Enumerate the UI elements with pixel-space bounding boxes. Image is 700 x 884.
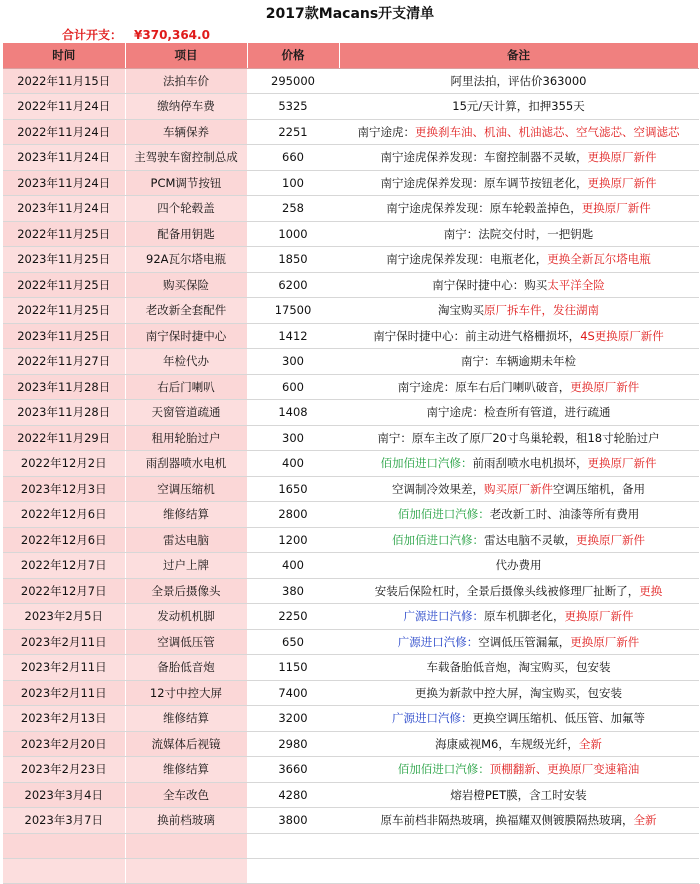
note-segment: 熔岩橙PET膜，含工时安装 bbox=[450, 787, 587, 802]
table-row bbox=[3, 119, 698, 145]
cell-date[interactable]: 2023年11月24日 bbox=[3, 196, 125, 222]
cell-price[interactable]: 3660 bbox=[247, 757, 339, 783]
cell-item[interactable]: 全景后摄像头 bbox=[125, 578, 247, 604]
table-row bbox=[3, 604, 698, 630]
note-segment: 车载备胎低音炮，淘宝购买，包安装 bbox=[426, 660, 611, 675]
cell-price[interactable]: 2250 bbox=[247, 604, 339, 630]
empty-cell[interactable] bbox=[3, 858, 125, 883]
note-segment: 南宁途虎保养发现：车窗控制器不灵敏， bbox=[380, 150, 588, 165]
cell-date[interactable]: 2022年12月6日 bbox=[3, 527, 125, 553]
expense-table bbox=[3, 43, 699, 884]
cell-item[interactable]: 发动机机脚 bbox=[125, 604, 247, 630]
page-title: 2017款Macans开支清单 bbox=[265, 6, 435, 22]
cell-note[interactable] bbox=[339, 196, 698, 222]
cell-date[interactable]: 2023年2月11日 bbox=[3, 680, 125, 706]
cell-price[interactable]: 4280 bbox=[247, 782, 339, 808]
note-segment: 太平洋全险 bbox=[547, 277, 605, 292]
note-segment: 更换原厂新件 bbox=[581, 201, 651, 216]
empty-cell[interactable] bbox=[339, 833, 698, 858]
empty-cell[interactable] bbox=[339, 858, 698, 883]
header-note[interactable]: 备注 bbox=[339, 43, 698, 68]
cell-item[interactable]: 12寸中控大屏 bbox=[125, 680, 247, 706]
note-segment: 南宁途虎保养发现：原车轮毂盖掉色， bbox=[386, 201, 582, 216]
note-segment: 安装后保险杠时，全景后摄像头线被修理厂扯断了， bbox=[374, 583, 640, 598]
note-segment: 南宁途虎保养发现：原车调节按钮老化， bbox=[380, 175, 588, 190]
cell-price[interactable]: 2251 bbox=[247, 119, 339, 145]
cell-item[interactable]: 过户上牌 bbox=[125, 553, 247, 579]
cell-date[interactable]: 2023年11月25日 bbox=[3, 323, 125, 349]
cell-price[interactable]: 17500 bbox=[247, 298, 339, 324]
cell-note[interactable] bbox=[339, 221, 698, 247]
cell-item[interactable]: 备胎低音炮 bbox=[125, 655, 247, 681]
cell-date[interactable]: 2022年11月25日 bbox=[3, 272, 125, 298]
cell-date[interactable]: 2023年11月28日 bbox=[3, 374, 125, 400]
note-segment: 更换原厂新件 bbox=[570, 379, 640, 394]
cell-item[interactable]: 天窗管道疏通 bbox=[125, 400, 247, 426]
empty-cell[interactable] bbox=[125, 858, 247, 883]
cell-item[interactable]: 年检代办 bbox=[125, 349, 247, 375]
cell-note[interactable] bbox=[339, 655, 698, 681]
table-row bbox=[3, 374, 698, 400]
cell-note[interactable] bbox=[339, 553, 698, 579]
cell-note[interactable] bbox=[339, 527, 698, 553]
table-row bbox=[3, 757, 698, 783]
cell-item[interactable]: 右后门喇叭 bbox=[125, 374, 247, 400]
note-segment: 佰加佰进口汽修： bbox=[397, 507, 490, 522]
header-price[interactable]: 价格 bbox=[247, 43, 339, 68]
cell-price[interactable]: 3200 bbox=[247, 706, 339, 732]
cell-note[interactable] bbox=[339, 400, 698, 426]
cell-item[interactable]: 配备用钥匙 bbox=[125, 221, 247, 247]
table-row bbox=[3, 808, 698, 834]
cell-date[interactable]: 2023年2月11日 bbox=[3, 629, 125, 655]
cell-note[interactable] bbox=[339, 680, 698, 706]
note-segment: 更换为新款中控大屏，淘宝购买，包安装 bbox=[415, 685, 622, 700]
cell-note[interactable] bbox=[339, 272, 698, 298]
cell-note[interactable] bbox=[339, 578, 698, 604]
cell-item[interactable]: 换前档玻璃 bbox=[125, 808, 247, 834]
cell-item[interactable]: 老改新全套配件 bbox=[125, 298, 247, 324]
note-segment: 雷达电脑不灵敏， bbox=[484, 532, 576, 547]
header-item[interactable]: 项目 bbox=[125, 43, 247, 68]
cell-price[interactable]: 1150 bbox=[247, 655, 339, 681]
note-segment: 佰加佰进口汽修： bbox=[392, 532, 484, 547]
cell-date[interactable]: 2023年11月24日 bbox=[3, 145, 125, 171]
cell-item[interactable]: 流媒体后视镜 bbox=[125, 731, 247, 757]
note-segment: 阿里法拍，评估价363000 bbox=[450, 73, 587, 88]
cell-note[interactable] bbox=[339, 782, 698, 808]
cell-item[interactable]: 租用轮胎过户 bbox=[125, 425, 247, 451]
table-row bbox=[3, 476, 698, 502]
note-segment: 更换 bbox=[639, 583, 663, 598]
cell-price[interactable]: 400 bbox=[247, 451, 339, 477]
cell-note[interactable] bbox=[339, 349, 698, 375]
note-segment: 空调低压管漏氟， bbox=[478, 634, 571, 649]
note-segment: 佰加佰进口汽修： bbox=[397, 762, 490, 777]
cell-note[interactable] bbox=[339, 476, 698, 502]
note-segment: 全新 bbox=[578, 736, 602, 751]
cell-item[interactable]: PCM调节按钮 bbox=[125, 170, 247, 196]
cell-date[interactable]: 2023年12月3日 bbox=[3, 476, 125, 502]
cell-item[interactable]: 缴纳停车费 bbox=[125, 94, 247, 120]
table-row bbox=[3, 400, 698, 426]
note-segment: 南宁：车辆逾期未年检 bbox=[461, 354, 576, 369]
cell-item[interactable]: 车辆保养 bbox=[125, 119, 247, 145]
table-row bbox=[3, 94, 698, 120]
cell-date[interactable]: 2023年11月28日 bbox=[3, 400, 125, 426]
note-segment: 代办费用 bbox=[495, 558, 542, 573]
cell-date[interactable]: 2022年11月15日 bbox=[3, 68, 125, 94]
table-row bbox=[3, 782, 698, 808]
table-row bbox=[3, 451, 698, 477]
cell-note[interactable] bbox=[339, 425, 698, 451]
table-row bbox=[3, 323, 698, 349]
cell-note[interactable] bbox=[339, 145, 698, 171]
total-summary bbox=[62, 26, 210, 44]
cell-date[interactable]: 2022年11月29日 bbox=[3, 425, 125, 451]
note-segment: 原车机脚老化， bbox=[484, 609, 565, 624]
empty-row bbox=[3, 833, 698, 858]
cell-note[interactable] bbox=[339, 706, 698, 732]
table-row bbox=[3, 680, 698, 706]
cell-price[interactable]: 258 bbox=[247, 196, 339, 222]
note-segment: 南宁：法院交付时，一把钥匙 bbox=[443, 226, 594, 241]
table-row bbox=[3, 629, 698, 655]
cell-date[interactable]: 2022年11月25日 bbox=[3, 221, 125, 247]
empty-cell[interactable] bbox=[3, 833, 125, 858]
cell-price[interactable]: 1408 bbox=[247, 400, 339, 426]
cell-price[interactable]: 3800 bbox=[247, 808, 339, 834]
note-segment: 全新 bbox=[633, 813, 657, 828]
cell-price[interactable]: 6200 bbox=[247, 272, 339, 298]
table-row bbox=[3, 298, 698, 324]
table-body bbox=[3, 68, 698, 883]
cell-price[interactable]: 100 bbox=[247, 170, 339, 196]
cell-item[interactable]: 雷达电脑 bbox=[125, 527, 247, 553]
empty-cell[interactable] bbox=[247, 833, 339, 858]
cell-item[interactable]: 四个轮毂盖 bbox=[125, 196, 247, 222]
note-segment: 4S更换原厂新件 bbox=[580, 328, 664, 343]
cell-date[interactable]: 2022年11月24日 bbox=[3, 119, 125, 145]
note-segment: 顶棚翻新、更换原厂变速箱油 bbox=[489, 762, 640, 777]
cell-item[interactable]: 雨刮器喷水电机 bbox=[125, 451, 247, 477]
note-segment: 更换原厂新件 bbox=[587, 175, 657, 190]
cell-date[interactable]: 2022年12月2日 bbox=[3, 451, 125, 477]
note-segment: 广源进口汽修： bbox=[392, 711, 473, 726]
cell-note[interactable] bbox=[339, 808, 698, 834]
note-segment: 购买原厂新件 bbox=[484, 481, 553, 496]
total-label: 合计开支： bbox=[62, 28, 123, 42]
cell-date[interactable]: 2022年11月24日 bbox=[3, 94, 125, 120]
note-segment: 原车前档非隔热玻璃，换福耀双侧镀膜隔热玻璃， bbox=[380, 813, 634, 828]
cell-price[interactable]: 1650 bbox=[247, 476, 339, 502]
cell-price[interactable]: 300 bbox=[247, 425, 339, 451]
cell-date[interactable]: 2023年2月20日 bbox=[3, 731, 125, 757]
cell-note[interactable] bbox=[339, 451, 698, 477]
note-segment: 更换原厂新件 bbox=[570, 634, 640, 649]
cell-note[interactable] bbox=[339, 757, 698, 783]
cell-price[interactable]: 7400 bbox=[247, 680, 339, 706]
note-segment: 南宁途虎保养发现：电瓶老化， bbox=[386, 252, 548, 267]
cell-item[interactable]: 法拍车价 bbox=[125, 68, 247, 94]
note-segment: 南宁保时捷中心：前主动进气格栅损坏， bbox=[373, 328, 581, 343]
cell-note[interactable] bbox=[339, 629, 698, 655]
cell-note[interactable] bbox=[339, 374, 698, 400]
note-segment: 更换原厂新件 bbox=[564, 609, 634, 624]
cell-date[interactable]: 2023年2月5日 bbox=[3, 604, 125, 630]
cell-price[interactable]: 660 bbox=[247, 145, 339, 171]
cell-item[interactable]: 购买保险 bbox=[125, 272, 247, 298]
table-row bbox=[3, 196, 698, 222]
cell-date[interactable]: 2023年2月11日 bbox=[3, 655, 125, 681]
cell-item[interactable]: 南宁保时捷中心 bbox=[125, 323, 247, 349]
cell-item[interactable]: 空调低压管 bbox=[125, 629, 247, 655]
note-segment: 南宁保时捷中心：购买 bbox=[432, 277, 548, 292]
cell-date[interactable]: 2023年2月23日 bbox=[3, 757, 125, 783]
cell-price[interactable]: 5325 bbox=[247, 94, 339, 120]
cell-item[interactable]: 维修结算 bbox=[125, 706, 247, 732]
note-segment: 更换原厂新件 bbox=[587, 456, 657, 471]
cell-date[interactable]: 2023年3月4日 bbox=[3, 782, 125, 808]
cell-note[interactable] bbox=[339, 119, 698, 145]
empty-cell[interactable] bbox=[247, 858, 339, 883]
cell-price[interactable]: 600 bbox=[247, 374, 339, 400]
note-segment: 前雨刮喷水电机损坏， bbox=[472, 456, 588, 471]
table-row bbox=[3, 578, 698, 604]
note-segment: 广源进口汽修： bbox=[397, 634, 479, 649]
note-segment: 南宁途虎：检查所有管道，进行疏通 bbox=[426, 405, 611, 420]
note-segment: 空调压缩机，备用 bbox=[553, 481, 645, 496]
cell-price[interactable]: 300 bbox=[247, 349, 339, 375]
cell-note[interactable] bbox=[339, 502, 698, 528]
cell-date[interactable]: 2023年3月7日 bbox=[3, 808, 125, 834]
note-segment: 空调制冷效果差， bbox=[392, 481, 484, 496]
cell-note[interactable] bbox=[339, 323, 698, 349]
cell-note[interactable] bbox=[339, 94, 698, 120]
table-row bbox=[3, 655, 698, 681]
cell-item[interactable]: 空调压缩机 bbox=[125, 476, 247, 502]
total-value: ¥370,364.0 bbox=[134, 28, 210, 42]
note-segment: 南宁：原车主改了原厂20寸鸟巢轮毂，租18寸轮胎过户 bbox=[377, 430, 660, 445]
note-segment: 老改新工时、油漆等所有费用 bbox=[489, 507, 640, 522]
empty-cell[interactable] bbox=[125, 833, 247, 858]
cell-note[interactable] bbox=[339, 68, 698, 94]
empty-row bbox=[3, 858, 698, 883]
cell-item[interactable]: 维修结算 bbox=[125, 757, 247, 783]
table-row bbox=[3, 145, 698, 171]
cell-price[interactable]: 1200 bbox=[247, 527, 339, 553]
cell-note[interactable] bbox=[339, 298, 698, 324]
cell-price[interactable]: 380 bbox=[247, 578, 339, 604]
note-segment: 淘宝购买 bbox=[438, 303, 484, 318]
table-row bbox=[3, 68, 698, 94]
cell-date[interactable]: 2022年12月7日 bbox=[3, 578, 125, 604]
cell-price[interactable]: 1000 bbox=[247, 221, 339, 247]
cell-price[interactable]: 650 bbox=[247, 629, 339, 655]
cell-date[interactable]: 2022年12月7日 bbox=[3, 553, 125, 579]
cell-date[interactable]: 2023年11月25日 bbox=[3, 247, 125, 273]
note-segment: 广源进口汽修： bbox=[403, 609, 484, 624]
cell-note[interactable] bbox=[339, 170, 698, 196]
table-row bbox=[3, 272, 698, 298]
note-segment: 海康威视M6，车规级光纤， bbox=[435, 736, 579, 751]
cell-date[interactable]: 2023年11月24日 bbox=[3, 170, 125, 196]
note-segment: 佰加佰进口汽修： bbox=[380, 456, 473, 471]
cell-price[interactable]: 1850 bbox=[247, 247, 339, 273]
table-header-row bbox=[3, 43, 698, 68]
note-segment: 南宁途虎：原车右后门喇叭破音， bbox=[397, 379, 571, 394]
cell-price[interactable]: 2980 bbox=[247, 731, 339, 757]
table-row bbox=[3, 247, 698, 273]
table-row bbox=[3, 731, 698, 757]
cell-item[interactable]: 维修结算 bbox=[125, 502, 247, 528]
table-row bbox=[3, 502, 698, 528]
note-segment: 更换刹车油、机油、机油滤芯、空气滤芯、空调滤芯 bbox=[415, 124, 680, 139]
cell-note[interactable] bbox=[339, 731, 698, 757]
cell-date[interactable]: 2022年12月6日 bbox=[3, 502, 125, 528]
table-row bbox=[3, 349, 698, 375]
table-row bbox=[3, 527, 698, 553]
cell-item[interactable]: 全车改色 bbox=[125, 782, 247, 808]
note-segment: 更换原厂新件 bbox=[587, 150, 657, 165]
cell-price[interactable]: 400 bbox=[247, 553, 339, 579]
table-row bbox=[3, 221, 698, 247]
cell-date[interactable]: 2023年2月13日 bbox=[3, 706, 125, 732]
note-segment: 更换全新瓦尔塔电瓶 bbox=[547, 252, 651, 267]
note-segment: 15元/天计算，扣押355天 bbox=[452, 99, 585, 114]
cell-date[interactable]: 2022年11月25日 bbox=[3, 298, 125, 324]
table-row bbox=[3, 553, 698, 579]
note-segment: 原厂拆车件，发往湖南 bbox=[484, 303, 599, 318]
cell-price[interactable]: 295000 bbox=[247, 68, 339, 94]
table-row bbox=[3, 170, 698, 196]
cell-note[interactable] bbox=[339, 247, 698, 273]
cell-date[interactable]: 2022年11月27日 bbox=[3, 349, 125, 375]
cell-note[interactable] bbox=[339, 604, 698, 630]
table-row bbox=[3, 706, 698, 732]
cell-item[interactable]: 92A瓦尔塔电瓶 bbox=[125, 247, 247, 273]
note-segment: 南宁途虎： bbox=[357, 124, 415, 139]
note-segment: 更换原厂新件 bbox=[576, 532, 645, 547]
note-segment: 更换空调压缩机、低压管、加氟等 bbox=[472, 711, 645, 726]
table-row bbox=[3, 425, 698, 451]
cell-price[interactable]: 2800 bbox=[247, 502, 339, 528]
cell-price[interactable]: 1412 bbox=[247, 323, 339, 349]
header-time[interactable]: 时间 bbox=[3, 43, 125, 68]
cell-item[interactable]: 主驾驶车窗控制总成 bbox=[125, 145, 247, 171]
